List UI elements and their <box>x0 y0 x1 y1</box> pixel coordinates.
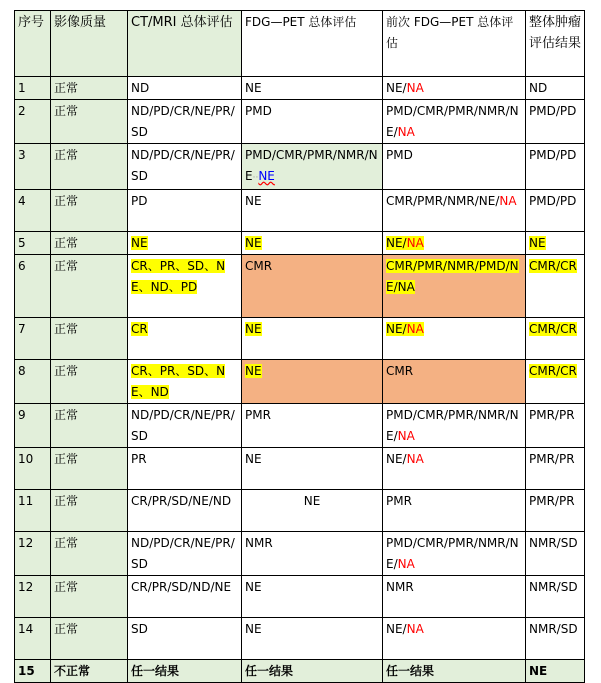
cell-ctmri <box>128 360 242 404</box>
cell-quality: 正常 <box>51 618 128 660</box>
table-row <box>15 144 585 190</box>
cell-seq: 12 <box>15 532 51 576</box>
table-row <box>15 77 585 100</box>
cell-fdg-highlight: NE <box>245 236 262 250</box>
table-row <box>15 255 585 318</box>
table-row <box>15 404 585 448</box>
cell-prev-fdg-text: NE/ <box>386 452 407 466</box>
cell-fdg: PMD <box>242 100 383 144</box>
cell-prev-fdg-red: NA <box>406 322 424 336</box>
cell-ctmri-highlight: CR <box>131 322 148 336</box>
cell-prev-fdg-red: NA <box>406 81 424 95</box>
cell-ctmri <box>128 318 242 360</box>
cell-prev-fdg-text: PMD/CMR/PMR/NMR/NE/ <box>386 104 519 139</box>
cell-fdg-highlight: NE <box>245 322 262 336</box>
cell-fdg <box>242 318 383 360</box>
cell-prev-fdg <box>383 255 526 318</box>
cell-ctmri: CR/PR/SD/NE/ND <box>128 490 242 532</box>
table-row <box>15 618 585 660</box>
cell-prev-fdg-text: CMR/PMR/NMR/NE/ <box>386 194 500 208</box>
cell-quality: 正常 <box>51 360 128 404</box>
cell-quality: 正常 <box>51 318 128 360</box>
cell-fdg-mark: ·· <box>252 173 259 183</box>
cell-overall: NMR/SD <box>526 576 585 618</box>
cell-quality: 正常 <box>51 190 128 232</box>
table-row <box>15 448 585 490</box>
cell-overall <box>526 318 585 360</box>
table-row <box>15 660 585 683</box>
assessment-table-container <box>14 10 585 683</box>
cell-overall-highlight: CMR/CR <box>529 259 577 273</box>
cell-prev-fdg-red: NA <box>397 429 415 443</box>
cell-overall: NE <box>526 660 585 683</box>
cell-fdg-blue: NE <box>258 169 275 183</box>
cell-prev-fdg-text: NE/ <box>386 81 407 95</box>
table-row <box>15 232 585 255</box>
cell-prev-fdg <box>383 448 526 490</box>
cell-ctmri-highlight: NE <box>131 236 148 250</box>
table-row <box>15 318 585 360</box>
cell-fdg: NE <box>242 77 383 100</box>
cell-quality: 正常 <box>51 100 128 144</box>
cell-prev-fdg <box>383 190 526 232</box>
header-prev-fdg: 前次 FDG—PET 总体评估 <box>383 11 526 77</box>
cell-quality: 不正常 <box>51 660 128 683</box>
cell-prev-fdg-red: NA <box>406 236 424 250</box>
cell-fdg: CMR <box>242 255 383 318</box>
cell-seq: 6 <box>15 255 51 318</box>
cell-seq: 11 <box>15 490 51 532</box>
cell-ctmri-highlight: CR、PR、SD、NE、ND <box>131 364 226 399</box>
cell-prev-fdg-text: PMD/CMR/PMR/NMR/NE/ <box>386 536 519 571</box>
cell-prev-fdg <box>383 100 526 144</box>
cell-overall-highlight: NE <box>529 236 546 250</box>
cell-overall: PMR/PR <box>526 404 585 448</box>
cell-quality: 正常 <box>51 77 128 100</box>
header-row <box>15 11 585 77</box>
cell-seq: 12 <box>15 576 51 618</box>
cell-seq: 3 <box>15 144 51 190</box>
cell-prev-fdg-red: NA <box>397 125 415 139</box>
cell-prev-fdg <box>383 77 526 100</box>
cell-quality: 正常 <box>51 255 128 318</box>
cell-prev-fdg <box>383 232 526 255</box>
cell-fdg: NMR <box>242 532 383 576</box>
cell-overall: PMD/PD <box>526 100 585 144</box>
cell-ctmri: ND/PD/CR/NE/PR/SD <box>128 100 242 144</box>
cell-prev-fdg-highlight: CMR/PMR/NMR/PMD/NE/NA <box>386 259 519 294</box>
cell-overall-highlight: CMR/CR <box>529 364 577 378</box>
header-ctmri: CT/MRI 总体评估 <box>128 11 242 77</box>
cell-prev-fdg-red: NA <box>499 194 517 208</box>
table-row <box>15 576 585 618</box>
cell-ctmri: PD <box>128 190 242 232</box>
cell-overall: PMR/PR <box>526 448 585 490</box>
cell-fdg: PMR <box>242 404 383 448</box>
cell-overall: ND <box>526 77 585 100</box>
cell-prev-fdg-red: NA <box>406 452 424 466</box>
cell-fdg: NE <box>242 190 383 232</box>
cell-prev-fdg: CMR <box>383 360 526 404</box>
cell-fdg <box>242 360 383 404</box>
cell-ctmri <box>128 255 242 318</box>
cell-fdg-highlight: NE <box>245 364 262 378</box>
table-row <box>15 190 585 232</box>
cell-quality: 正常 <box>51 232 128 255</box>
cell-ctmri: 任一结果 <box>128 660 242 683</box>
cell-quality: 正常 <box>51 404 128 448</box>
cell-ctmri: ND/PD/CR/NE/PR/SD <box>128 404 242 448</box>
table-row <box>15 532 585 576</box>
cell-prev-fdg: NMR <box>383 576 526 618</box>
cell-overall: PMD/PD <box>526 190 585 232</box>
cell-ctmri: SD <box>128 618 242 660</box>
cell-overall: PMD/PD <box>526 144 585 190</box>
cell-fdg: NE <box>242 576 383 618</box>
cell-prev-fdg-text: NE/ <box>386 236 407 250</box>
table-row <box>15 360 585 404</box>
cell-prev-fdg <box>383 532 526 576</box>
cell-prev-fdg-text: PMD/CMR/PMR/NMR/NE/ <box>386 408 519 443</box>
cell-seq: 10 <box>15 448 51 490</box>
cell-overall: NMR/SD <box>526 532 585 576</box>
cell-ctmri: PR <box>128 448 242 490</box>
cell-prev-fdg: PMR <box>383 490 526 532</box>
cell-seq: 1 <box>15 77 51 100</box>
cell-seq: 5 <box>15 232 51 255</box>
table-row <box>15 490 585 532</box>
cell-prev-fdg-text: NE/ <box>386 622 407 636</box>
cell-prev-fdg-red: NA <box>406 622 424 636</box>
cell-quality: 正常 <box>51 144 128 190</box>
cell-quality: 正常 <box>51 576 128 618</box>
cell-quality: 正常 <box>51 490 128 532</box>
cell-prev-fdg: PMD <box>383 144 526 190</box>
cell-ctmri <box>128 232 242 255</box>
cell-ctmri: ND/PD/CR/NE/PR/SD <box>128 144 242 190</box>
cell-overall <box>526 255 585 318</box>
cell-prev-fdg <box>383 404 526 448</box>
cell-fdg: NE <box>242 490 383 532</box>
cell-fdg <box>242 232 383 255</box>
cell-seq: 14 <box>15 618 51 660</box>
header-fdg: FDG—PET 总体评估 <box>242 11 383 77</box>
cell-ctmri-highlight: CR、PR、SD、NE、ND、PD <box>131 259 226 294</box>
cell-fdg: NE <box>242 448 383 490</box>
cell-seq: 7 <box>15 318 51 360</box>
cell-quality: 正常 <box>51 532 128 576</box>
cell-overall: PMR/PR <box>526 490 585 532</box>
cell-seq: 9 <box>15 404 51 448</box>
cell-prev-fdg <box>383 618 526 660</box>
cell-seq: 15 <box>15 660 51 683</box>
cell-overall <box>526 360 585 404</box>
cell-overall <box>526 232 585 255</box>
cell-prev-fdg-text: NE/ <box>386 322 407 336</box>
cell-prev-fdg: 任一结果 <box>383 660 526 683</box>
cell-overall-highlight: CMR/CR <box>529 322 577 336</box>
cell-ctmri: CR/PR/SD/ND/NE <box>128 576 242 618</box>
cell-overall: NMR/SD <box>526 618 585 660</box>
cell-fdg-text: PMD/CMR/PMR/NMR/NE <box>245 148 378 183</box>
cell-prev-fdg-red: NA <box>397 557 415 571</box>
cell-seq: 2 <box>15 100 51 144</box>
cell-fdg: NE <box>242 618 383 660</box>
header-seq: 序号 <box>15 11 51 77</box>
cell-ctmri: ND/PD/CR/NE/PR/SD <box>128 532 242 576</box>
header-overall: 整体肿瘤评估结果 <box>526 11 585 77</box>
cell-quality: 正常 <box>51 448 128 490</box>
cell-seq: 8 <box>15 360 51 404</box>
cell-seq: 4 <box>15 190 51 232</box>
cell-ctmri: ND <box>128 77 242 100</box>
cell-prev-fdg <box>383 318 526 360</box>
cell-fdg: 任一结果 <box>242 660 383 683</box>
cell-fdg <box>242 144 383 190</box>
table-row <box>15 100 585 144</box>
header-quality: 影像质量 <box>51 11 128 77</box>
assessment-table <box>14 10 585 683</box>
